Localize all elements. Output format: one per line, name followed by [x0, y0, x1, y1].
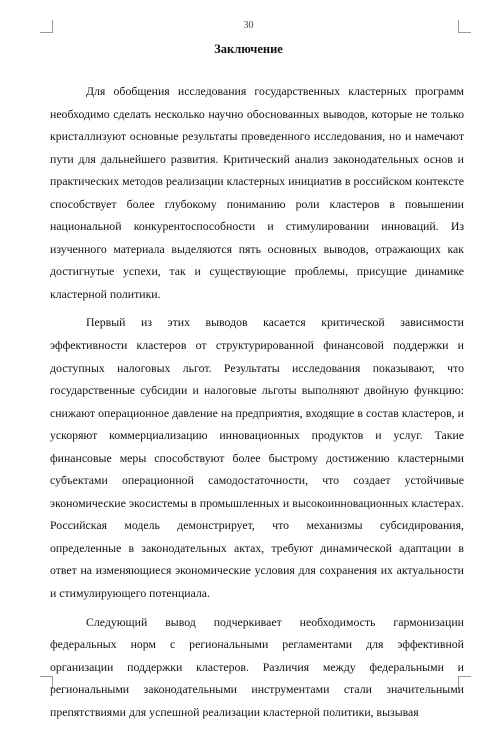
page-number: 30 — [243, 20, 254, 31]
section-title: Заключение — [214, 42, 283, 56]
body-text — [50, 80, 464, 729]
paragraph-1: Для обобщения исследования государственных кластерных программ необходимо сделать несколько научно обоснованных выводов, которые не только кристаллизуют основные результаты проведенного исследования, но и намечают пути для дальнейшего развития. Критический анализ законодательных основ и практических методов реализации кластерных инициатив в российском контексте способствует более глубокому пониманию роли кластеров в повышении национальной конкурентоспособности и стимулировании инноваций. Из изученного материала выделяются пять основных выводов, отражающих как достигнутые успехи, так и существующие проблемы, присущие динамике кластерной политики. — [50, 84, 464, 301]
paragraph-3: Следующий вывод подчеркивает необходимость гармонизации федеральных норм с региональными регламентами для эффективной организации поддержки кластеров. Различия между федеральными и региональными законодательными инструментами стали значительными препятствиями для успешной реализации кластерной политики, вызывая — [50, 614, 464, 719]
paragraph-2: Первый из этих выводов касается критической зависимости эффективности кластеров от структурированной финансовой поддержки и доступных налоговых льгот. Результаты исследования показывают, что государственные субсидии и налоговые льготы выполняют двойную функцию: снижают операционное давление на предприятия, входящие в состав кластеров, и ускоряют коммерциализацию инновационных продуктов и услуг. Такие финансовые меры способствуют более быстрому достижению кластерными субъектами операционной самодостаточности, что создает устойчивые экономические экосистемы в промышленных и высокоинновационных кластерах. Российская модель демонстрирует, что механизмы субсидирования, определенные в законодательных актах, требуют динамической адаптации в ответ на изменяющиеся экономические условия для сохранения их актуальности и стимулирующего потенциала. — [50, 315, 464, 601]
